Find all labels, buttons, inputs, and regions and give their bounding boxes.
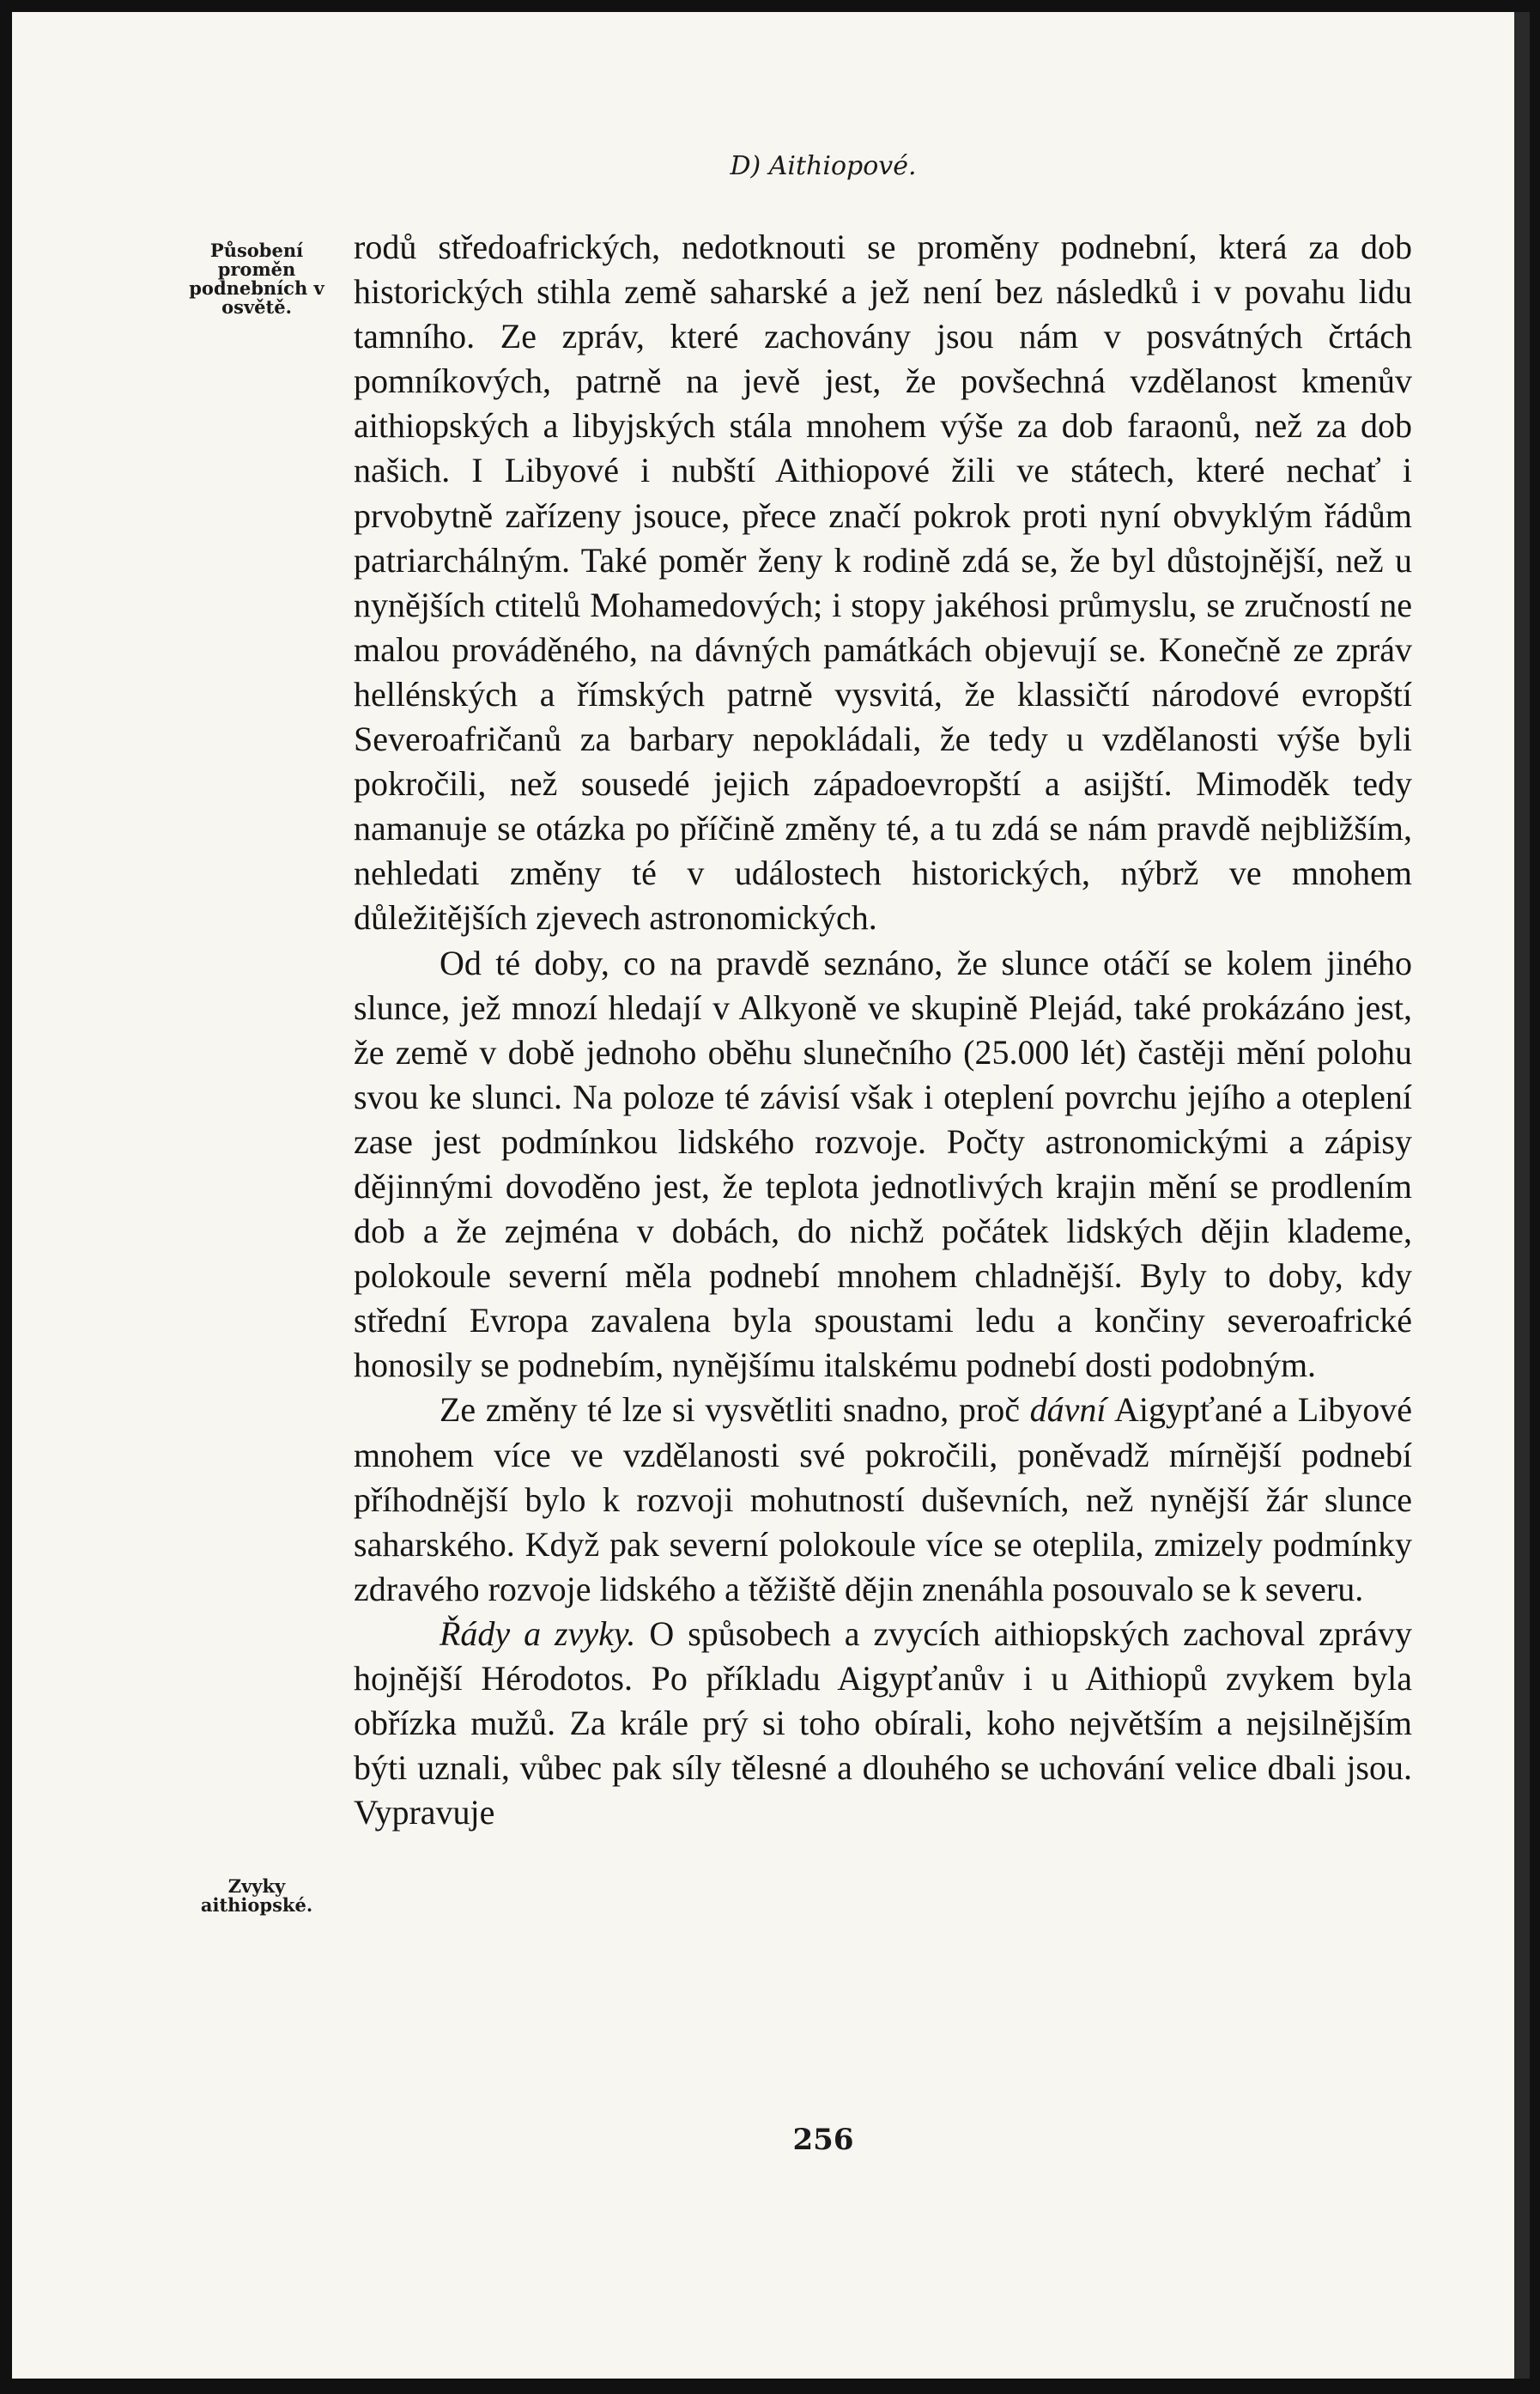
emphasis-text: dávní <box>1029 1390 1106 1430</box>
running-header: D) Aithiopové. <box>730 151 917 181</box>
paragraph: rodů středoafrických, nedotknouti se proměny podnební, která za dob historických stihla země saharské a jež není bez následků i v povahu lidu tamního. Ze zpráv, které zachovány jsou nám v posvátných črtách pomníkových, patrně na jevě jest, že povšechná vzdělanost kmenův aithiopských a libyjských stála mnohem výše za dob faraonů, než za dob našich. I Libyové i nubští Aithiopové žili ve státech, které nechať i prvobytně zařízeny jsouce, přece značí pokrok proti nyní obvyklým řádům patriarchálným. Také poměr ženy k rodině zdá se, že byl důstojnější, než u nynějších ctitelů Mohamedových; i stopy jakéhosi průmyslu, se zručností ne malou prováděného, na dávných památkách objevují se. Konečně ze zpráv hellénských a římských patrně vysvitá, že klassičtí národové evropští Severoafričanů za barbary nepokládali, že tedy u vzdělanosti výše byli pokročili, než sousedé jejich západoevropští a asijští. Mimoděk tedy namanuje se otázka po příčině změny té, a tu zdá se nám pravdě nejbližším, nehledati změny té v událostech historických, nýbrž ve mnohem důležitějších zjevech astronomických. <box>354 228 1412 938</box>
page-edge-shadow <box>1514 12 1530 2379</box>
section-heading-inline: Řády a zvyky. <box>440 1613 636 1653</box>
body-text <box>354 225 1412 1835</box>
paragraph-text: O spůsobech a zvycích aithiopských zachoval zprávy hojnější Hérodotos. Po příkladu Aigypťanův i u Aithiopů zvykem byla obřízka mužů. Za krále prý si toho obírali, koho největším a nejsilnějším býti uznali, vůbec pak síly tělesné a dlouhého se uchování velice dbali jsou. Vypravuje <box>354 1613 1413 1832</box>
paragraph <box>354 1612 1412 1835</box>
page-number: 256 <box>792 2123 854 2157</box>
paragraph: Od té doby, co na pravdě seznáno, že slunce otáčí se kolem jiného slunce, jež mnozí hledají v Alkyoně ve skupině Plejád, také prokázáno jest, že země v době jednoho oběhu slunečního (25.000 lét) častěji mění polohu svou ke slunci. Na poloze té závisí však i oteplení povrchu jejího a oteplení zase jest podmínkou lidského rozvoje. Počty astronomickými a zápisy dějinnými dovoděno jest, že teplota jednotlivých krajin mění se prodlením dob a že zejména v dobách, do nichž počátek lidských dějin klademe, polokoule severní měla podnebí mnohem chladnější. Byly to doby, kdy střední Evropa zavalena byla spoustami ledu a končiny severoafrické honosily se podnebím, nynějšímu italskému podnebí dosti podobným. <box>354 943 1412 1385</box>
paragraph-text: Aigypťané a Libyové mnohem více ve vzdělanosti své pokročili, poněvadž mírnější podnebí příhodnější bylo k rozvoji mohutností duševních, než nynější žár slunce saharského. Když pak severní polokoule více se oteplila, zmizely podmínky zdravého rozvoje lidského a těžiště dějin znenáhla posouvalo se k severu. <box>354 1390 1412 1608</box>
paragraph-text: Ze změny té lze si vysvětliti snadno, proč <box>440 1390 1030 1430</box>
paragraph <box>354 1388 1412 1611</box>
margin-note-climate: Působení proměn podnebních v osvětě. <box>189 240 324 318</box>
margin-note-customs: Zvyky aithiopské. <box>200 1875 313 1916</box>
book-page <box>12 12 1514 2379</box>
